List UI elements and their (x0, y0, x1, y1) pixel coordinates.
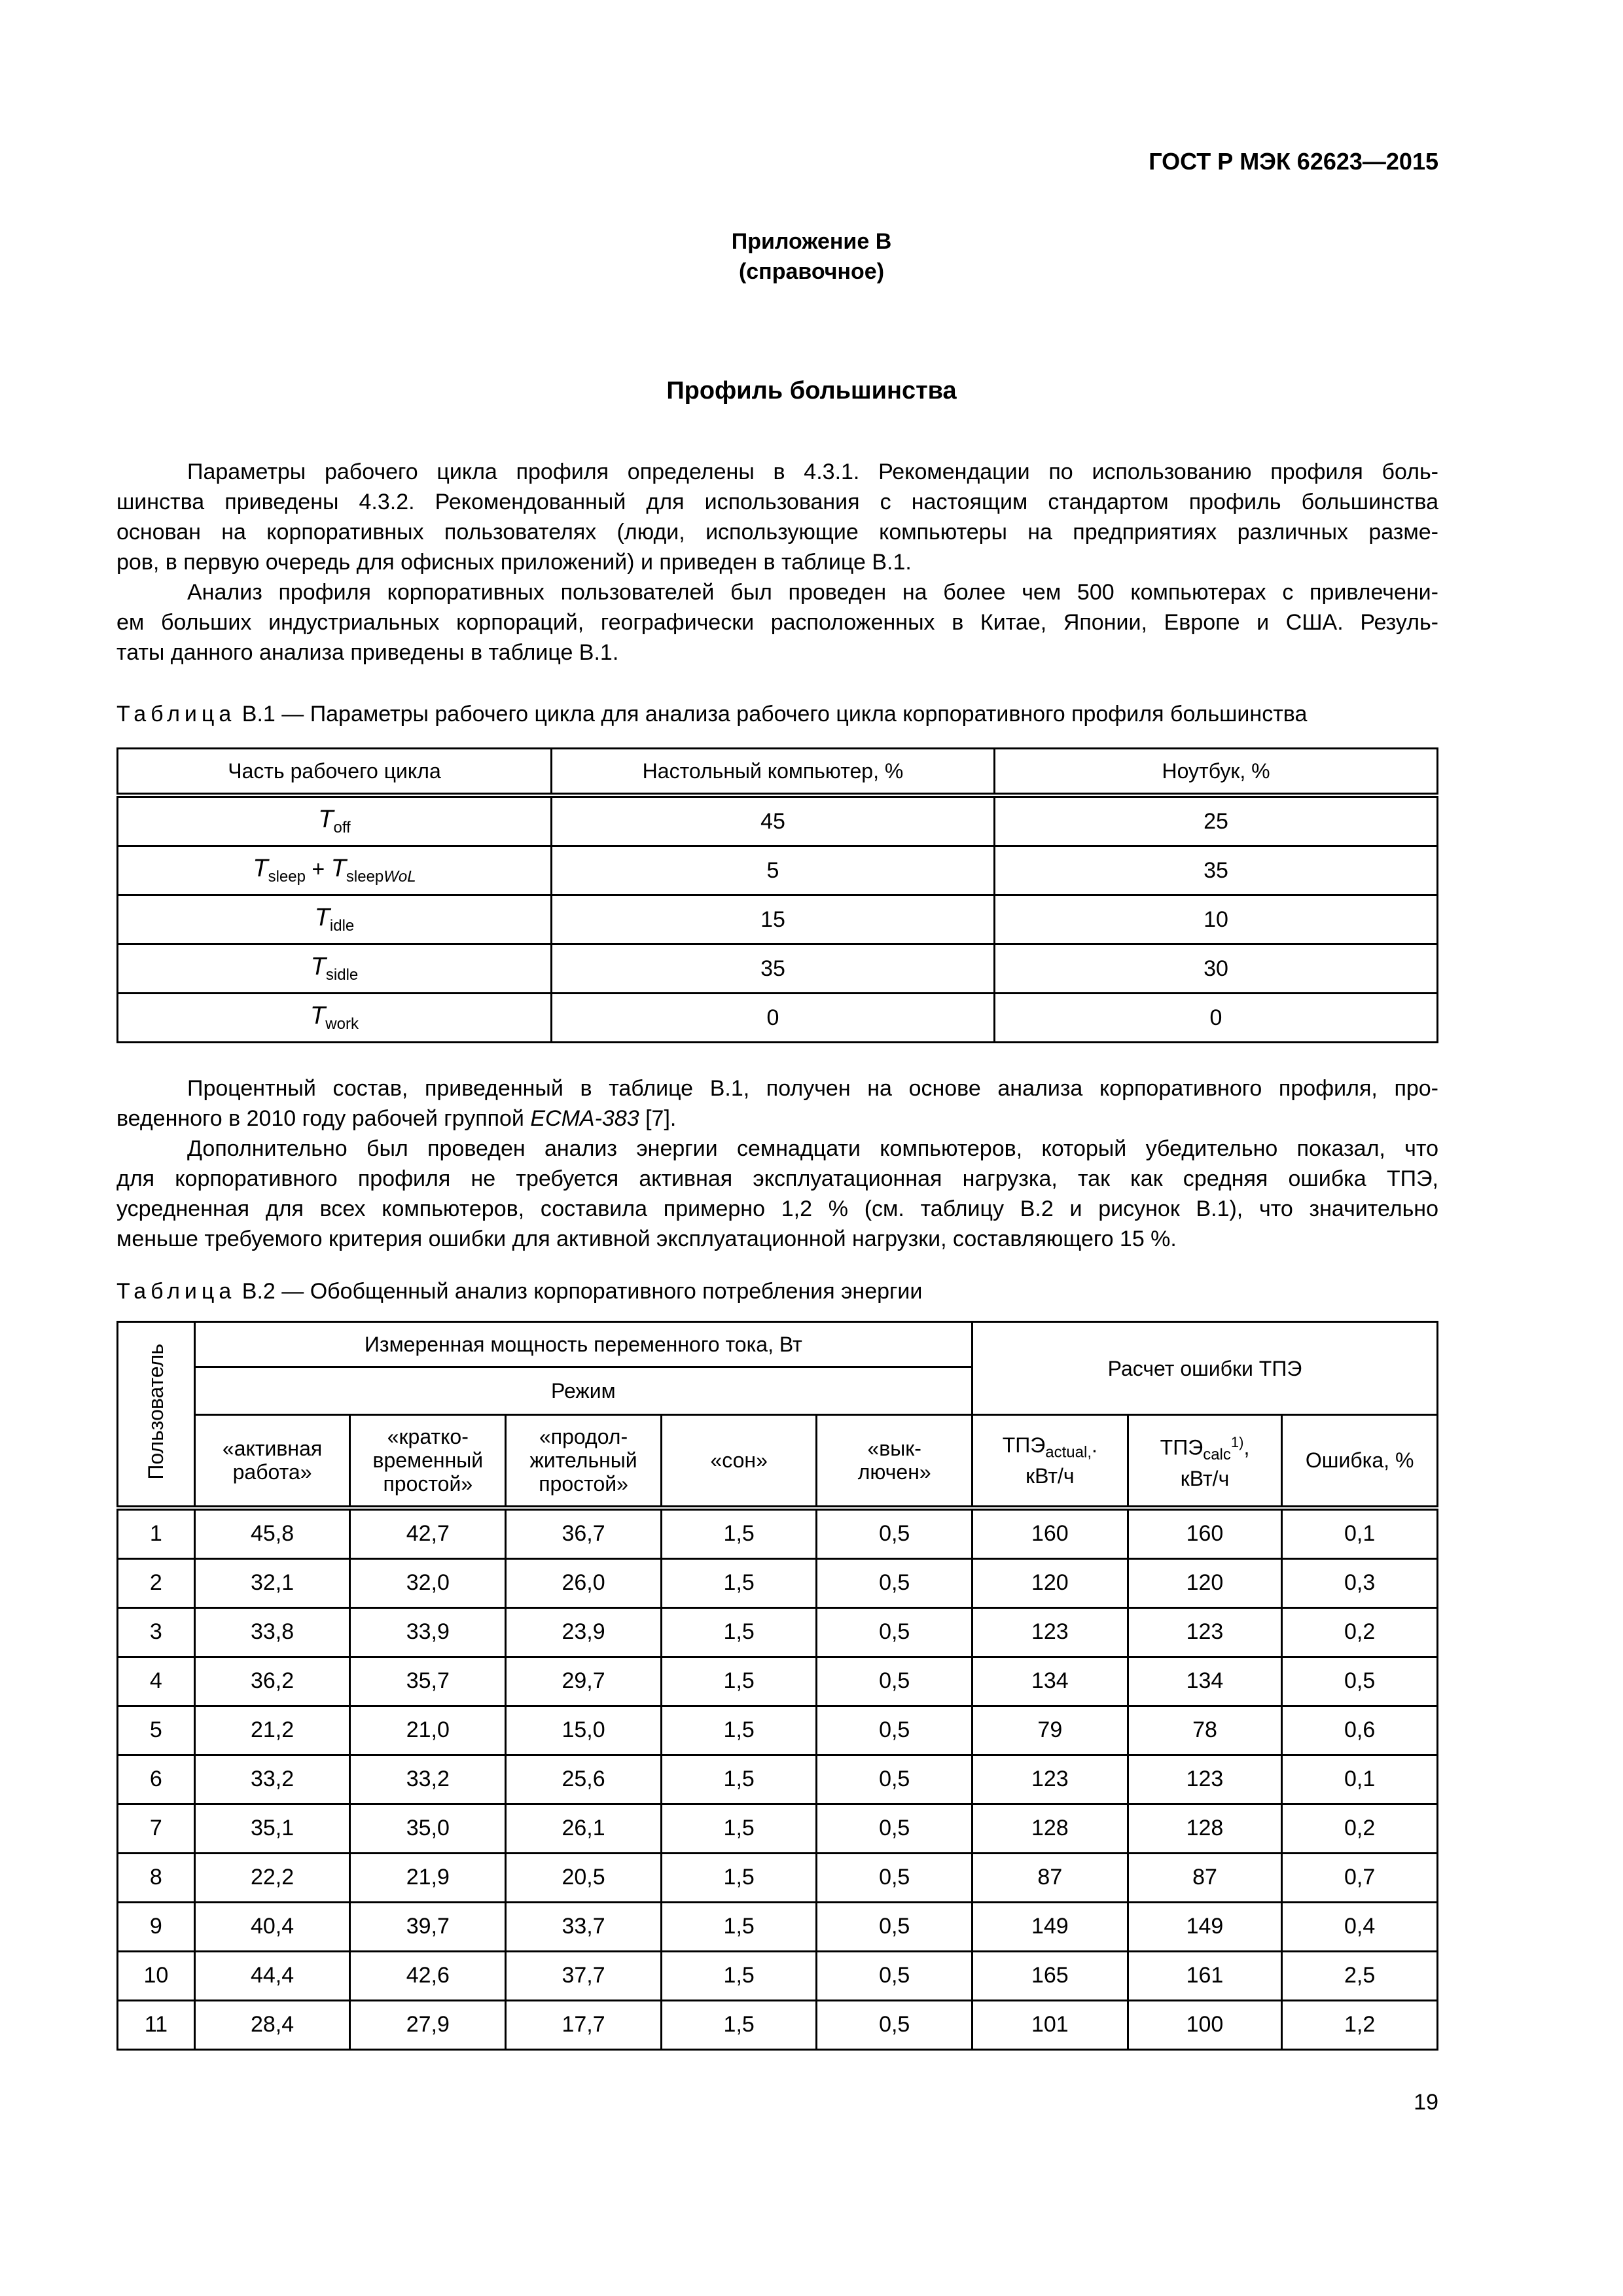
long-idle-cell: 36,7 (506, 1508, 662, 1559)
table-row (118, 2000, 1438, 2049)
tpe-calc-cell: 87 (1128, 1853, 1282, 1902)
paragraph-line: основан на корпоративных пользователях (люди, использующие компьютеры на предприятиях различных разме- (116, 520, 1438, 545)
active-cell: 45,8 (194, 1508, 350, 1559)
ecma-reference: ECMA-383 (530, 1106, 639, 1131)
mode-sleep-header (661, 1415, 816, 1508)
error-cell: 0,1 (1282, 1755, 1438, 1804)
paragraph-line: Дополнительно был проведен анализ энергии семнадцати компьютеров, который убедительно показал, что (187, 1136, 1438, 1161)
table-header-row (118, 1322, 1438, 1367)
table-subheader-row (118, 1415, 1438, 1508)
table-row (118, 944, 1438, 994)
tpe-actual-cell: 123 (972, 1607, 1128, 1657)
header-line: «вык- (867, 1437, 921, 1461)
desktop-cell: 45 (551, 795, 994, 846)
sleep-cell: 1,5 (661, 1558, 816, 1607)
tpe-calc-cell: 123 (1128, 1607, 1282, 1657)
off-cell: 0,5 (817, 1508, 972, 1559)
tpe-actual-cell: 160 (972, 1508, 1128, 1559)
long-idle-cell: 25,6 (506, 1755, 662, 1804)
short-idle-cell: 33,9 (350, 1607, 506, 1657)
short-idle-cell: 33,2 (350, 1755, 506, 1804)
tpe-actual-cell: 101 (972, 2000, 1128, 2049)
col-header-desktop: Настольный компьютер, % (551, 749, 994, 796)
sleep-cell: 1,5 (661, 1706, 816, 1755)
tpe-calc-cell: 128 (1128, 1804, 1282, 1853)
table-row (118, 1804, 1438, 1853)
tpe-actual-cell: 165 (972, 1951, 1128, 2000)
user-cell: 1 (118, 1508, 195, 1559)
error-cell: 0,6 (1282, 1706, 1438, 1755)
user-cell: 7 (118, 1804, 195, 1853)
user-header (118, 1322, 195, 1508)
tpe-calc-cell: 160 (1128, 1508, 1282, 1559)
user-cell: 8 (118, 1853, 195, 1902)
caption-text: В.2 — Обобщенный анализ корпоративного потребления энергии (241, 1279, 923, 1304)
active-cell: 33,8 (194, 1607, 350, 1657)
user-cell: 9 (118, 1902, 195, 1951)
active-cell: 33,2 (194, 1755, 350, 1804)
tpe-actual-cell: 134 (972, 1657, 1128, 1706)
paragraph-line: шинства приведены 4.3.2. Рекомендованный для использования с настоящим стандартом профиль большинства (116, 490, 1438, 514)
user-cell: 2 (118, 1558, 195, 1607)
long-idle-cell: 33,7 (506, 1902, 662, 1951)
appendix-title: Приложение В (731, 229, 892, 254)
long-idle-cell: 26,1 (506, 1804, 662, 1853)
table-row (118, 1902, 1438, 1951)
tpe-actual-cell: 120 (972, 1558, 1128, 1607)
error-cell: 1,2 (1282, 2000, 1438, 2049)
header-line: жительный (529, 1448, 637, 1473)
error-cell: 0,1 (1282, 1508, 1438, 1559)
appendix-note: (справочное) (738, 259, 885, 284)
short-idle-cell: 21,0 (350, 1706, 506, 1755)
error-header: Ошибка, % (1282, 1415, 1438, 1508)
symbol: T (310, 953, 326, 981)
error-cell: 0,3 (1282, 1558, 1438, 1607)
user-header-label: Пользователь (144, 1343, 168, 1480)
active-cell: 28,4 (194, 2000, 350, 2049)
short-idle-cell: 21,9 (350, 1853, 506, 1902)
cycle-part-cell (118, 895, 552, 944)
paragraph-line: ров, в первую очередь для офисных приложений) и приведен в таблице В.1. (116, 550, 912, 575)
mode-active-header (194, 1415, 350, 1508)
desktop-cell: 5 (551, 846, 994, 895)
paragraph-line: Параметры рабочего цикла профиля определены в 4.3.1. Рекомендации по использованию профиля боль- (187, 459, 1438, 484)
symbol: T (318, 806, 334, 834)
long-idle-cell: 17,7 (506, 2000, 662, 2049)
col-header-laptop: Ноутбук, % (995, 749, 1438, 796)
sleep-cell: 1,5 (661, 1951, 816, 2000)
off-cell: 0,5 (817, 1558, 972, 1607)
symbol-subscript: sidle (325, 965, 359, 984)
tpe-calc-cell: 161 (1128, 1951, 1282, 2000)
symbol-subscript: work (325, 1014, 359, 1033)
desktop-cell: 0 (551, 994, 994, 1043)
header-line: $ТПЭ_{calc}^{1)}$, (1160, 1433, 1250, 1463)
paragraph-line: веденного в 2010 году рабочей группой ECMA-383 [7]. (116, 1106, 677, 1131)
table2-caption (116, 1279, 1438, 1304)
error-cell: 0,2 (1282, 1804, 1438, 1853)
user-cell: 3 (118, 1607, 195, 1657)
short-idle-cell: 27,9 (350, 2000, 506, 2049)
table-row (118, 1853, 1438, 1902)
paragraph-line: Анализ профиля корпоративных пользователей был проведен на более чем 500 компьютерах с привлечени- (187, 580, 1438, 605)
desktop-cell: 35 (551, 944, 994, 994)
active-cell: 32,1 (194, 1558, 350, 1607)
symbol-extra-subscript: sleepWoL (346, 867, 416, 886)
desktop-cell: 15 (551, 895, 994, 944)
calc-error-header: Расчет ошибки ТПЭ (972, 1322, 1437, 1415)
cycle-part-cell (118, 795, 552, 846)
short-idle-cell: 32,0 (350, 1558, 506, 1607)
tpe-actual-header (972, 1415, 1128, 1508)
table-row (118, 1951, 1438, 2000)
header-line: работа» (232, 1460, 312, 1484)
active-cell: 40,4 (194, 1902, 350, 1951)
short-idle-cell: 35,7 (350, 1657, 506, 1706)
off-cell: 0,5 (817, 1902, 972, 1951)
symbol: T (314, 904, 330, 932)
paragraph-1 (116, 457, 1438, 577)
tpe-calc-cell: 100 (1128, 2000, 1282, 2049)
tpe-actual-cell: 123 (972, 1755, 1128, 1804)
paragraph-line: усредненная для всех компьютеров, составила примерно 1,2 % (см. таблицу В.2 и рисунок В.1), что значительно (116, 1196, 1438, 1221)
paragraph-3 (116, 1073, 1438, 1134)
symbol-subscript: idle (329, 916, 355, 935)
table-row (118, 1607, 1438, 1657)
off-cell: 0,5 (817, 1657, 972, 1706)
short-idle-cell: 42,6 (350, 1951, 506, 2000)
standard-number: ГОСТ Р МЭК 62623—2015 (1149, 148, 1438, 175)
error-cell: 2,5 (1282, 1951, 1438, 2000)
symbol-subscript: sleep (268, 867, 306, 886)
user-cell: 10 (118, 1951, 195, 2000)
header-line: «активная (222, 1437, 323, 1461)
symbol: T (253, 855, 268, 883)
table-row (118, 1657, 1438, 1706)
long-idle-cell: 20,5 (506, 1853, 662, 1902)
caption-text: В.1 — Параметры рабочего цикла для анализа рабочего цикла корпоративного профиля большинства (241, 702, 1308, 726)
tpe-calc-cell: 123 (1128, 1755, 1282, 1804)
measured-power-header: Измеренная мощность переменного тока, Вт (194, 1322, 972, 1367)
user-cell: 4 (118, 1657, 195, 1706)
long-idle-cell: 26,0 (506, 1558, 662, 1607)
caption-word: Таблица (116, 1279, 236, 1304)
cycle-part-cell (118, 846, 552, 895)
active-cell: 36,2 (194, 1657, 350, 1706)
header-line: кВт/ч (1026, 1463, 1075, 1488)
table-row (118, 994, 1438, 1043)
table-row (118, 895, 1438, 944)
tpe-actual-cell: 87 (972, 1853, 1128, 1902)
long-idle-cell: 37,7 (506, 1951, 662, 2000)
mode-short-idle-header (350, 1415, 506, 1508)
header-line: $ТПЭ_{actual,}$. (1002, 1433, 1097, 1461)
symbol: T (310, 1002, 326, 1030)
symbol-subscript: off (333, 818, 351, 836)
header-line: «продол- (539, 1425, 628, 1449)
table-row (118, 1508, 1438, 1559)
off-cell: 0,5 (817, 1607, 972, 1657)
tpe-calc-cell: 120 (1128, 1558, 1282, 1607)
sleep-cell: 1,5 (661, 2000, 816, 2049)
table-row (118, 846, 1438, 895)
mode-long-idle-header (506, 1415, 662, 1508)
tpe-actual-cell: 149 (972, 1902, 1128, 1951)
header-line: простой» (383, 1472, 473, 1496)
sleep-cell: 1,5 (661, 1853, 816, 1902)
header-line: простой» (539, 1472, 628, 1496)
paragraph-line: Процентный состав, приведенный в таблице В.1, получен на основе анализа корпоративного профиля, про- (187, 1076, 1438, 1101)
table-header-row (118, 749, 1438, 796)
tpe-calc-cell: 149 (1128, 1902, 1282, 1951)
paragraph-2 (116, 577, 1438, 668)
off-cell: 0,5 (817, 2000, 972, 2049)
laptop-cell: 10 (995, 895, 1438, 944)
caption-word: Таблица (116, 702, 236, 726)
long-idle-cell: 29,7 (506, 1657, 662, 1706)
tpe-calc-cell: 134 (1128, 1657, 1282, 1706)
mode-header: Режим (194, 1367, 972, 1415)
table-1 (116, 747, 1438, 1043)
long-idle-cell: 15,0 (506, 1706, 662, 1755)
symbol-extra: + T (305, 855, 346, 883)
table-row (118, 1755, 1438, 1804)
off-cell: 0,5 (817, 1706, 972, 1755)
paragraph-4 (116, 1134, 1438, 1254)
active-cell: 21,2 (194, 1706, 350, 1755)
tpe-calc-header (1128, 1415, 1282, 1508)
sleep-cell: 1,5 (661, 1508, 816, 1559)
off-cell: 0,5 (817, 1804, 972, 1853)
error-cell: 0,2 (1282, 1607, 1438, 1657)
header-line: «кратко- (387, 1425, 469, 1449)
laptop-cell: 25 (995, 795, 1438, 846)
paragraph-line: ем больших индустриальных корпораций, географически расположенных в Китае, Японии, Европе и США. Резуль- (116, 610, 1438, 635)
laptop-cell: 0 (995, 994, 1438, 1043)
short-idle-cell: 42,7 (350, 1508, 506, 1559)
active-cell: 22,2 (194, 1853, 350, 1902)
header-line: лючен» (857, 1460, 931, 1484)
paragraph-line: таты данного анализа приведены в таблице В.1. (116, 640, 619, 665)
active-cell: 35,1 (194, 1804, 350, 1853)
user-cell: 5 (118, 1706, 195, 1755)
paragraph-line: для корпоративного профиля не требуется активная эксплуатационная нагрузка, так как средняя ошибка ТПЭ, (116, 1166, 1438, 1191)
table-row (118, 1558, 1438, 1607)
table-2 (116, 1321, 1438, 2051)
short-idle-cell: 35,0 (350, 1804, 506, 1853)
table-row (118, 1706, 1438, 1755)
section-title: Профиль большинства (666, 377, 957, 404)
laptop-cell: 35 (995, 846, 1438, 895)
table1-caption (116, 702, 1438, 727)
user-cell: 6 (118, 1755, 195, 1804)
page-number: 19 (1414, 2090, 1438, 2115)
long-idle-cell: 23,9 (506, 1607, 662, 1657)
error-cell: 0,5 (1282, 1657, 1438, 1706)
cycle-part-cell (118, 944, 552, 994)
table-row (118, 795, 1438, 846)
tpe-actual-cell: 79 (972, 1706, 1128, 1755)
laptop-cell: 30 (995, 944, 1438, 994)
col-header-cycle-part: Часть рабочего цикла (118, 749, 552, 796)
sleep-cell: 1,5 (661, 1804, 816, 1853)
sleep-cell: 1,5 (661, 1607, 816, 1657)
off-cell: 0,5 (817, 1951, 972, 2000)
error-cell: 0,4 (1282, 1902, 1438, 1951)
off-cell: 0,5 (817, 1755, 972, 1804)
header-line: «сон» (710, 1448, 768, 1473)
error-cell: 0,7 (1282, 1853, 1438, 1902)
off-cell: 0,5 (817, 1853, 972, 1902)
header-line: временный (372, 1448, 484, 1473)
tpe-calc-cell: 78 (1128, 1706, 1282, 1755)
mode-off-header (817, 1415, 972, 1508)
paragraph-line: меньше требуемого критерия ошибки для активной эксплуатационной нагрузки, составляющего 15 %. (116, 1227, 1177, 1251)
sleep-cell: 1,5 (661, 1657, 816, 1706)
tpe-actual-cell: 128 (972, 1804, 1128, 1853)
cycle-part-cell (118, 994, 552, 1043)
user-cell: 11 (118, 2000, 195, 2049)
short-idle-cell: 39,7 (350, 1902, 506, 1951)
sleep-cell: 1,5 (661, 1902, 816, 1951)
header-line: кВт/ч (1180, 1466, 1230, 1490)
sleep-cell: 1,5 (661, 1755, 816, 1804)
active-cell: 44,4 (194, 1951, 350, 2000)
